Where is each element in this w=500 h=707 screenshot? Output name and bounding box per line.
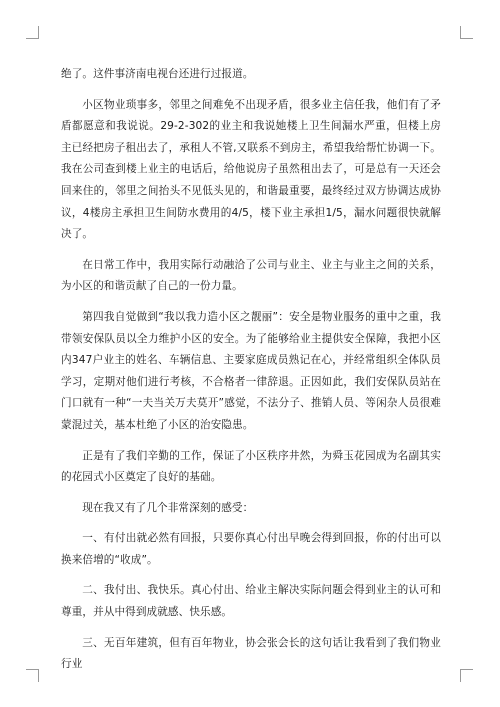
paragraph-feeling-three: 三、无百年建筑，但有百年物业，协会张会长的这句话让我看到了我们物业行业 — [61, 636, 441, 671]
crop-mark-top-right — [460, 26, 473, 39]
paragraph-feelings-intro: 现在我又有了几个非常深刻的感受： — [82, 501, 254, 514]
crop-mark-bottom-left — [26, 669, 39, 682]
paragraph-daily-work: 在日常工作中，我用实际行动融洽了公司与业主、业主与业主之间的关系，为小区的和谐贡献了自己的一份力量。 — [61, 258, 441, 293]
paragraph-security: 第四我自觉做到“我以我力造小区之靓丽”：安全是物业服务的重中之重，我带领安保队员以全力维护小区的安全。为了能够给业主提供安全保障，我把小区内347户业主的姓名、车辆信息、主要家庭成员熟记在心，并经常组织全体队员学习，定期对他们进行考核，不合格者一律辞退。正因如此，我们安保队员站在门口就有一种“一夫当关万夫莫开”感觉，不法分子、推销人员、等闲杂人员很难蒙混过关，基本杜绝了小区的治安隐患。 — [61, 310, 441, 431]
paragraph-feeling-two: 二、我付出、我快乐。真心付出、给业主解决实际问题会得到业主的认可和尊重，并从中得到成就感、快乐感。 — [61, 584, 441, 619]
crop-mark-top-left — [26, 26, 39, 39]
document-body — [61, 64, 441, 685]
paragraph-feeling-one: 一、有付出就必然有回报，只要你真心付出早晚会得到回报，你的付出可以换来倍增的“收成”。 — [61, 532, 441, 566]
crop-mark-bottom-right — [460, 669, 473, 682]
paragraph-neighbor-disputes: 小区物业琐事多，邻里之间难免不出现矛盾，很多业主信任我，他们有了矛盾都愿意和我说说。29-2-302的业主和我说她楼上卫生间漏水严重，但楼上房主已经把房子租出去了，承租人不管,又联系不到房主，希望我给帮忙协调一下。我在公司查到楼上业主的电话后，给他说房子虽然租出去了，可是总有一天还会回来住的，邻里之间抬头不见低头见的，和谐最重要，最终经过双方协调达成协议，4楼房主承担卫生间防水费用的4/5，楼下业主承担1/5，漏水问题很快就解决了。 — [61, 98, 441, 241]
paragraph-continuation: 绝了。这件事济南电视台还进行过报道。 — [61, 68, 254, 80]
paragraph-hard-work: 正是有了我们辛勤的工作，保证了小区秩序井然，为舜玉花园成为名副其实的花园式小区奠定了良好的基础。 — [61, 449, 441, 484]
